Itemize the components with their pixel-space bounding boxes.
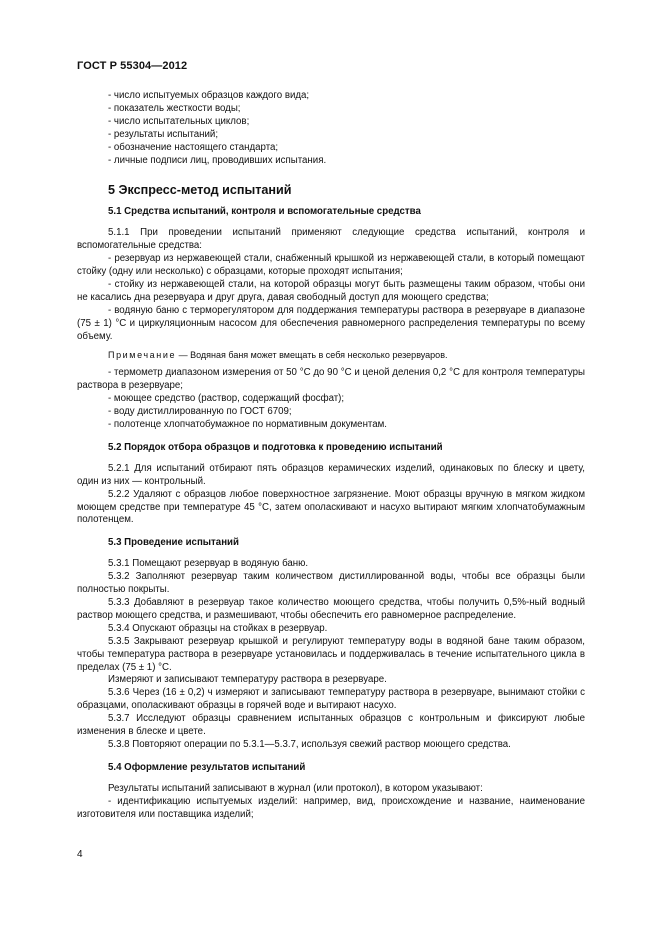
list-item: - стойку из нержавеющей стали, на которой образцы могут быть размещены таким образом, чтобы они не касались дна резервуара и друг друга, давая свободный доступ для моющего средства; bbox=[77, 278, 585, 303]
list-item: - идентификацию испытуемых изделий: например, вид, происхождение и название, наименование изготовителя или поставщика изделий; bbox=[77, 795, 585, 820]
list-item: - моющее средство (раствор, содержащий фосфат); bbox=[108, 393, 345, 405]
subsection-heading-5-2: 5.2 Порядок отбора образцов и подготовка к проведению испытаний bbox=[108, 441, 443, 453]
paragraph: 5.2.1 Для испытаний отбирают пять образцов керамических изделий, одинаковых по блеску и цвету, один из них — контрольный. bbox=[77, 462, 585, 487]
list-item: - число испытуемых образцов каждого вида; bbox=[108, 90, 310, 101]
paragraph: 5.3.8 Повторяют операции по 5.3.1—5.3.7, используя свежий раствор моющего средства. bbox=[108, 738, 511, 750]
paragraph: Результаты испытаний записывают в журнал (или протокол), в котором указывают: bbox=[108, 782, 483, 794]
paragraph: 5.1.1 При проведении испытаний применяют следующие средства испытаний, контроля и вспомогательные средства: bbox=[77, 227, 585, 252]
note bbox=[77, 349, 585, 362]
paragraph: 5.2.2 Удаляют с образцов любое поверхностное загрязнение. Моют образцы вручную в мягком жидком моющем средстве при температуре 45 °С, затем ополаскивают и насухо вытирают мягким хлопчатобумажным полотенцем. bbox=[77, 488, 585, 526]
paragraph: 5.3.1 Помещают резервуар в водяную баню. bbox=[108, 558, 309, 570]
list-item: - резервуар из нержавеющей стали, снабженный крышкой из нержавеющей стали, в который помещают стойку (одну или несколько) с образцами, которые проходят испытания; bbox=[77, 253, 585, 278]
paragraph: 5.3.2 Заполняют резервуар таким количеством дистиллированной воды, чтобы все образцы были полностью покрыты. bbox=[77, 571, 585, 596]
results-list bbox=[77, 90, 585, 167]
list-item: - число испытательных циклов; bbox=[108, 115, 250, 127]
paragraph: 5.3.5 Закрывают резервуар крышкой и регулируют температуру воды в водяной бане таким образом, чтобы температура раствора в резервуаре установилась и поддерживалась в течение испытательного цикла в пределах (75 ± 1) °С. bbox=[77, 635, 585, 673]
list-item: - показатель жесткости воды; bbox=[108, 102, 241, 114]
list-item: - воду дистиллированную по ГОСТ 6709; bbox=[108, 406, 292, 418]
note-label: Примечание bbox=[108, 349, 177, 360]
subsection-heading-5-3: 5.3 Проведение испытаний bbox=[108, 537, 239, 549]
section-heading-5: 5 Экспресс-метод испытаний bbox=[108, 183, 292, 198]
list-item: - термометр диапазоном измерения от 50 °С до 90 °С и ценой деления 0,2 °С для контроля температуры раствора в резервуаре; bbox=[77, 367, 585, 392]
list-item: - водяную баню с терморегулятором для поддержания температуры раствора в резервуаре в диапазоне (75 ± 1) °С и циркуляционным насосом для обеспечения равномерного распределения температуры по всему объему. bbox=[77, 304, 585, 342]
paragraph: Измеряют и записывают температуру раствора в резервуаре. bbox=[108, 674, 387, 686]
paragraph: 5.3.3 Добавляют в резервуар такое количество моющего средства, чтобы получить 0,5%-ный водный раствор моющего средства, и размешивают, чтобы обеспечить его равномерное распределение. bbox=[77, 597, 585, 621]
subsection-heading-5-4: 5.4 Оформление результатов испытаний bbox=[108, 761, 306, 773]
page-number: 4 bbox=[77, 849, 83, 860]
paragraph: 5.3.4 Опускают образцы на стойках в резервуар. bbox=[108, 622, 328, 634]
note-text: — Водяная баня может вмещать в себя несколько резервуаров. bbox=[176, 349, 448, 360]
paragraph: 5.3.7 Исследуют образцы сравнением испытанных образцов с контрольным и фиксируют любые изменения в блеске и цвете. bbox=[77, 713, 585, 738]
page-header-standard: ГОСТ Р 55304—2012 bbox=[77, 60, 188, 72]
list-item: - личные подписи лиц, проводивших испытания. bbox=[108, 154, 327, 166]
list-item: - результаты испытаний; bbox=[108, 128, 219, 140]
document-body bbox=[77, 90, 585, 822]
list-item: - полотенце хлопчатобумажное по нормативным документам. bbox=[108, 419, 387, 431]
list-item: - обозначение настоящего стандарта; bbox=[108, 141, 279, 153]
paragraph: 5.3.6 Через (16 ± 0,2) ч измеряют и записывают температуру раствора в резервуаре, вынимают стойки с образцами, ополаскивают образцы в горячей воде и вытирают насухо. bbox=[77, 687, 585, 712]
subsection-heading-5-1: 5.1 Средства испытаний, контроля и вспомогательные средства bbox=[108, 206, 421, 218]
